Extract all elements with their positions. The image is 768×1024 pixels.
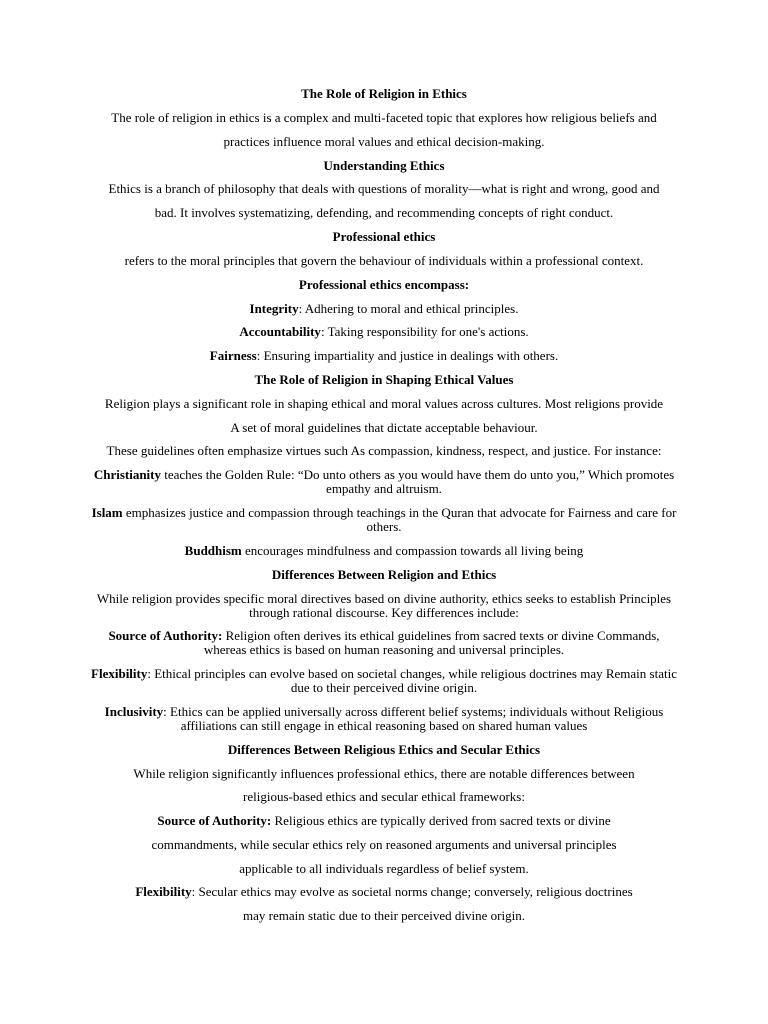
item-buddhism: Buddhism encourages mindfulness and compassion towards all living being xyxy=(184,543,584,558)
item-flexibility: Flexibility: Ethical principles can evolve based on societal changes, while religious doctrines may Remain static due to their perceived divine origin. xyxy=(91,666,677,695)
secular-source-line-3: applicable to all individuals regardless of belief system. xyxy=(239,861,529,876)
secular-line-1: While religion significantly influences professional ethics, there are notable differences between xyxy=(133,766,635,781)
shaping-line-1: Religion plays a significant role in shaping ethical and moral values across cultures. Most religions provide xyxy=(104,396,664,411)
secular-flexibility-line-2: may remain static due to their perceived divine origin. xyxy=(243,908,525,923)
heading-shaping-values: The Role of Religion in Shaping Ethical Values xyxy=(254,372,514,387)
intro-line-1: The role of religion in ethics is a complex and multi-faceted topic that explores how religious beliefs and xyxy=(111,110,657,125)
item-inclusivity: Inclusivity: Ethics can be applied universally across different belief systems; individuals without Religious affiliations can still engage in ethical reasoning based on shared human values xyxy=(104,704,664,733)
differences-intro: While religion provides specific moral directives based on divine authority, ethics seeks to establish Principles through rational discourse. Key differences include: xyxy=(96,591,672,620)
ethics-line-2: bad. It involves systematizing, defending, and recommending concepts of right conduct. xyxy=(154,205,614,220)
professional-definition: refers to the moral principles that govern the behaviour of individuals within a professional context. xyxy=(124,253,644,268)
heading-professional-encompass: Professional ethics encompass: xyxy=(298,277,470,292)
secular-flexibility: Flexibility: Secular ethics may evolve as societal norms change; conversely, religious doctrines xyxy=(135,884,633,899)
item-accountability: Accountability: Taking responsibility for one's actions. xyxy=(239,324,529,339)
ethics-line-1: Ethics is a branch of philosophy that deals with questions of morality—what is right and wrong, good and xyxy=(108,181,660,196)
shaping-line-3: These guidelines often emphasize virtues such As compassion, kindness, respect, and justice. For instance: xyxy=(106,443,662,458)
shaping-line-2: A set of moral guidelines that dictate acceptable behaviour. xyxy=(230,420,538,435)
secular-source-line-2: commandments, while secular ethics rely on reasoned arguments and universal principles xyxy=(151,837,617,852)
secular-line-2: religious-based ethics and secular ethical frameworks: xyxy=(243,789,525,804)
item-fairness: Fairness: Ensuring impartiality and justice in dealings with others. xyxy=(209,348,559,363)
heading-secular-differences: Differences Between Religious Ethics and Secular Ethics xyxy=(227,742,541,757)
item-source-of-authority: Source of Authority: Religion often derives its ethical guidelines from sacred texts or divine Commands, whereas ethics is based on human reasoning and universal principles. xyxy=(108,628,660,657)
heading-professional-ethics: Professional ethics xyxy=(332,229,436,244)
item-christianity: Christianity teaches the Golden Rule: “Do unto others as you would have them do unto you,” Which promotes empathy and altruism. xyxy=(93,467,675,496)
document-title: The Role of Religion in Ethics xyxy=(301,86,467,101)
item-integrity: Integrity: Adhering to moral and ethical principles. xyxy=(249,301,519,316)
heading-understanding-ethics: Understanding Ethics xyxy=(323,158,445,173)
item-islam: Islam emphasizes justice and compassion through teachings in the Quran that advocate for Fairness and care for others. xyxy=(91,505,677,534)
secular-source-of-authority: Source of Authority: Religious ethics are typically derived from sacred texts or divine xyxy=(157,813,611,828)
heading-differences: Differences Between Religion and Ethics xyxy=(271,567,497,582)
intro-line-2: practices influence moral values and ethical decision-making. xyxy=(223,134,545,149)
